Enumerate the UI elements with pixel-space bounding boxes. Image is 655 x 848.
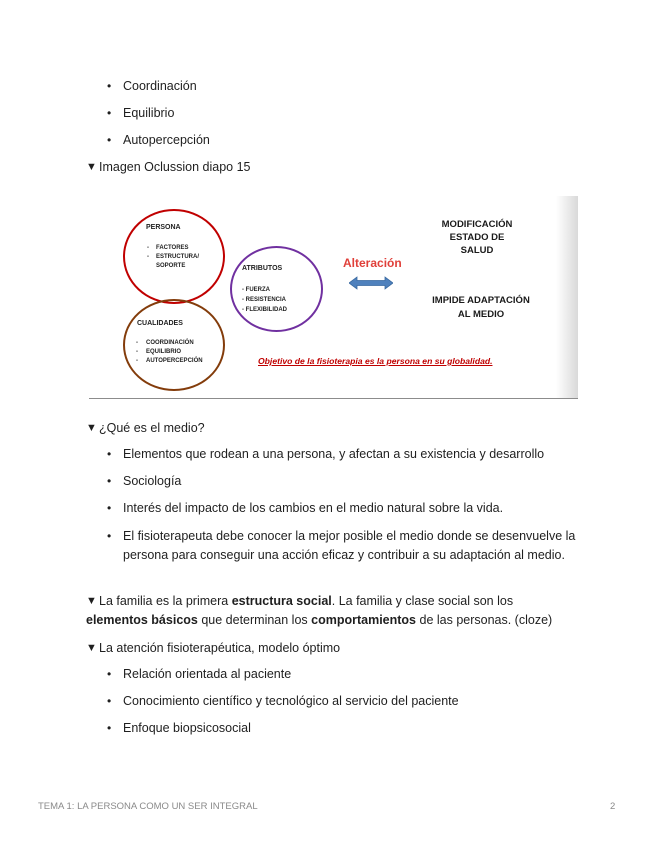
cualidades-marker: - (136, 349, 138, 355)
diagram-baseline (89, 398, 578, 399)
cualidades-item: EQUILIBRIO (146, 349, 182, 355)
atributos-item: - FLEXIBILIDAD (242, 307, 287, 313)
footer-title: TEMA 1: LA PERSONA COMO UN SER INTEGRAL (38, 801, 258, 812)
bullet-icon: • (107, 106, 112, 120)
list-item-text: Equilibrio (123, 106, 175, 120)
familia-paragraph (86, 592, 553, 630)
triangle-down-icon[interactable]: ▼ (86, 422, 97, 434)
list-item (107, 131, 210, 150)
bullet-icon: • (107, 694, 112, 708)
cualidades-title: CUALIDADES (137, 320, 183, 327)
list-item (107, 692, 459, 711)
persona-title: PERSONA (146, 224, 181, 231)
impide-line: IMPIDE ADAPTACIÓN (432, 295, 530, 306)
list-item-text: Enfoque biopsicosocial (123, 721, 251, 735)
list-item-text: Sociología (123, 474, 182, 488)
familia-line (86, 611, 552, 630)
atributos-item: - FUERZA (242, 287, 270, 293)
bold-term: comportamientos (311, 613, 417, 627)
atributos-item: - RESISTENCIA (242, 297, 287, 303)
list-item-text: Elementos que rodean a una persona, y afectan a su existencia y desarrollo (123, 447, 545, 461)
modificacion-line: ESTADO DE (449, 232, 505, 243)
bold-term: estructura social (231, 594, 332, 608)
toggle-imagen[interactable] (86, 158, 250, 177)
text-run: . La familia y clase social son los (331, 594, 514, 608)
impide-line: AL MEDIO (457, 309, 505, 320)
toggle-atencion[interactable] (86, 639, 340, 658)
text-run: que determinan los (197, 613, 312, 627)
modificacion-line: SALUD (460, 245, 494, 256)
impide-text (411, 294, 551, 322)
alteracion-label: Alteración (343, 256, 402, 270)
persona-item: FACTORES (156, 245, 189, 251)
list-item-text: Conocimiento científico y tecnológico al servicio del paciente (123, 694, 459, 708)
bullet-icon: • (107, 133, 112, 147)
list-item (107, 719, 251, 738)
list-item (107, 665, 291, 684)
list-item (107, 527, 593, 565)
bullet-icon: • (107, 721, 112, 735)
objetivo-text: Objetivo de la fisioterapia es la persona en su globalidad. (258, 356, 493, 366)
triangle-down-icon[interactable]: ▼ (86, 642, 97, 654)
list-item (107, 77, 197, 96)
cualidades-marker: - (136, 340, 138, 346)
toggle-familia[interactable] (86, 592, 552, 630)
list-item-text: Autopercepción (123, 133, 210, 147)
list-item (107, 472, 181, 491)
atributos-title: ATRIBUTOS (242, 265, 283, 272)
triangle-down-icon[interactable]: ▼ (86, 595, 97, 607)
diagram-shade (556, 196, 578, 399)
persona-item: SOPORTE (156, 263, 186, 269)
list-item-text: El fisioterapeuta debe conocer la mejor posible el medio donde se desenvuelve la persona para conseguir una acción eficaz y contribuir a su adaptación al medio. (123, 529, 576, 562)
bullet-icon: • (107, 447, 112, 461)
toggle-label: Imagen Oclussion diapo 15 (99, 160, 251, 174)
bullet-icon: • (107, 529, 112, 543)
modificacion-text (417, 218, 537, 257)
toggle-medio[interactable] (86, 419, 205, 438)
toggle-label: ¿Qué es el medio? (99, 421, 205, 435)
bullet-icon: • (107, 501, 112, 515)
bullet-icon: • (107, 667, 112, 681)
modificacion-line: MODIFICACIÓN (441, 219, 513, 230)
list-item (107, 445, 544, 464)
bold-term: elementos básicos (86, 613, 198, 627)
persona-marker: - (147, 254, 149, 260)
concept-diagram (89, 196, 578, 399)
triangle-down-icon[interactable]: ▼ (86, 161, 97, 173)
list-item-text: Interés del impacto de los cambios en el medio natural sobre la vida. (123, 501, 504, 515)
double-arrow-icon (349, 276, 393, 290)
cualidades-marker: - (136, 358, 138, 364)
familia-line (99, 592, 552, 611)
persona-marker: - (147, 245, 149, 251)
persona-item: ESTRUCTURA/ (156, 254, 199, 260)
text-run: La familia es la primera (99, 594, 232, 608)
list-item-text: Coordinación (123, 79, 197, 93)
toggle-label: La atención fisioterapéutica, modelo óptimo (99, 641, 341, 655)
bullet-icon: • (107, 79, 112, 93)
bullet-icon: • (107, 474, 112, 488)
cualidades-item: COORDINACIÓN (146, 340, 194, 346)
cualidades-item: AUTOPERCEPCIÓN (146, 358, 203, 364)
list-item (107, 499, 503, 518)
page-number: 2 (610, 801, 616, 812)
list-item-text: Relación orientada al paciente (123, 667, 292, 681)
list-item (107, 104, 174, 123)
text-run: de las personas. (cloze) (416, 613, 553, 627)
